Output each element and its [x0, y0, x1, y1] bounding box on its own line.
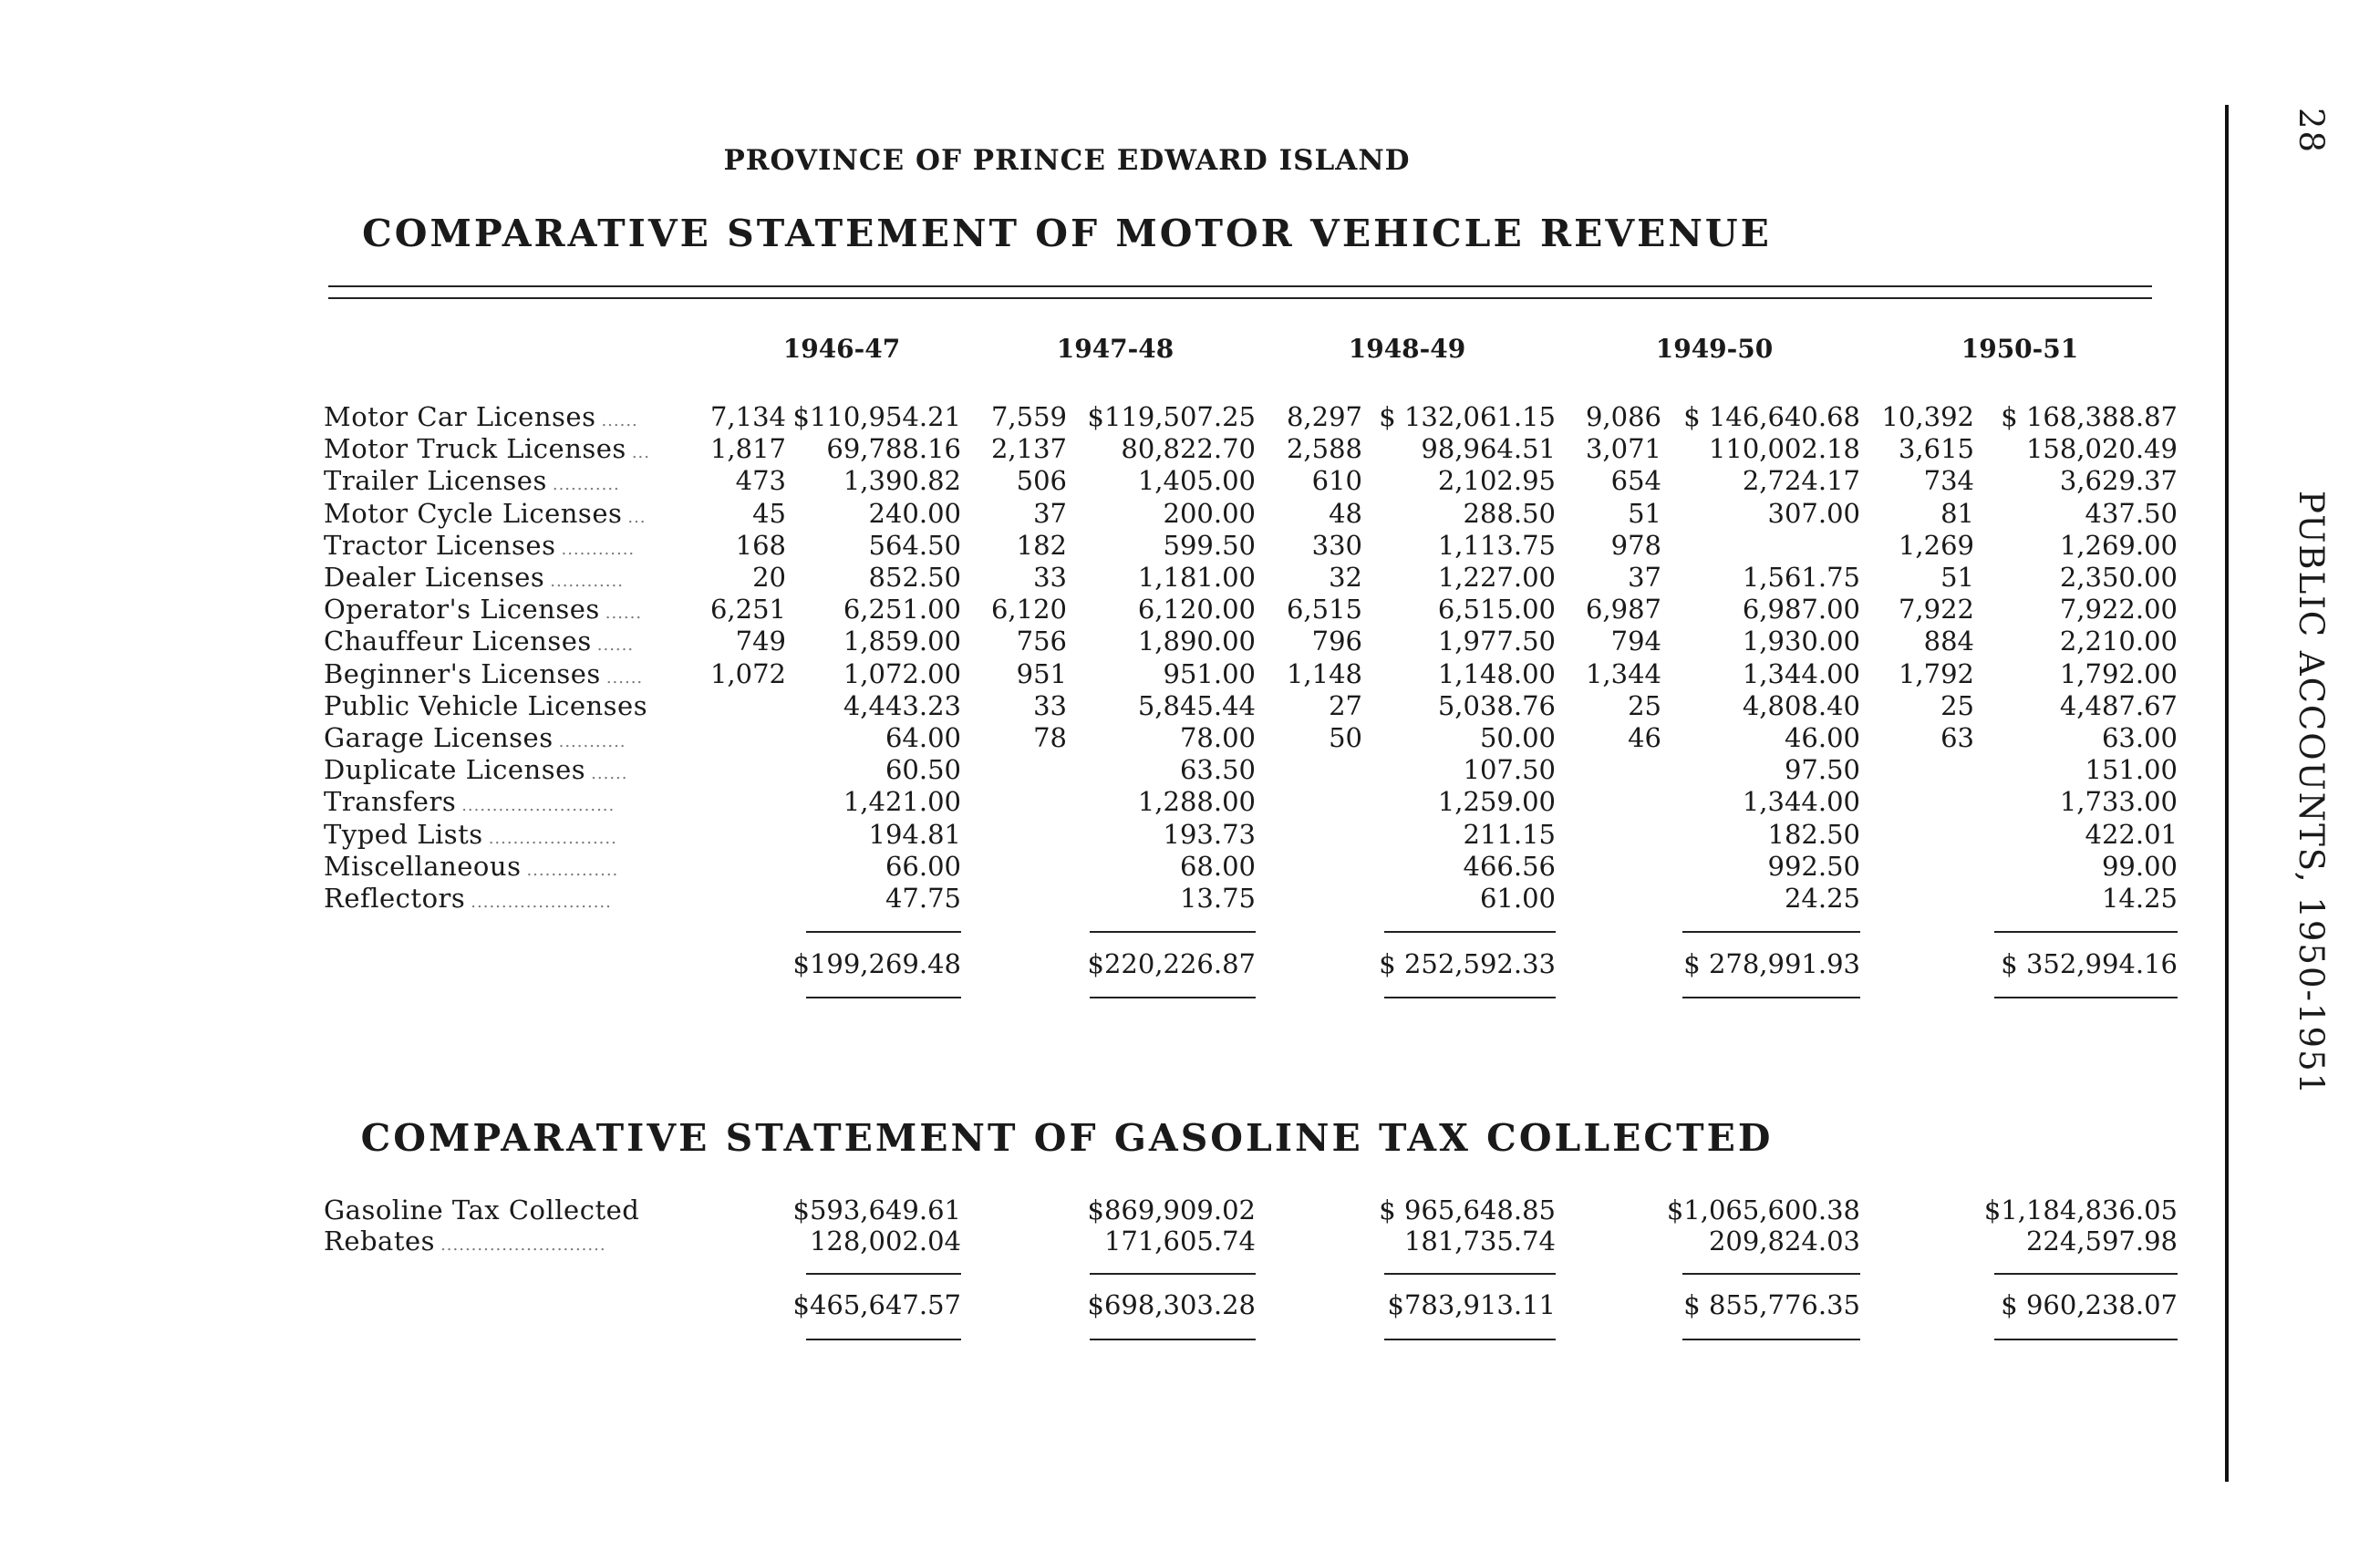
fiscal-year-heading: 1949-50	[1655, 334, 1774, 364]
license-count: 330	[1311, 529, 1362, 561]
revenue-amount: 1,288.00	[1137, 786, 1256, 818]
table-row	[0, 722, 2189, 753]
license-count: 6,251	[709, 594, 786, 626]
license-count: 7,134	[709, 401, 786, 432]
table-row	[0, 465, 2189, 496]
license-count: 6,120	[990, 594, 1067, 626]
total-rule	[1994, 997, 2178, 998]
revenue-amount: 564.50	[868, 529, 961, 561]
revenue-amount: 78.00	[1179, 722, 1256, 753]
license-count: 756	[1016, 626, 1067, 657]
row-label	[324, 594, 679, 629]
row-label	[324, 722, 679, 758]
license-count: 33	[1033, 689, 1067, 721]
revenue-amount: 1,269.00	[2059, 529, 2178, 561]
revenue-amount: 6,515.00	[1437, 594, 1556, 626]
license-count: 27	[1329, 689, 1362, 721]
table-row	[0, 594, 2189, 625]
leader-dots: ...........	[558, 732, 626, 751]
revenue-amount: 1,259.00	[1437, 786, 1556, 818]
fiscal-year-heading: 1947-48	[1056, 334, 1174, 364]
revenue-amount: 7,922.00	[2059, 594, 2178, 626]
license-count: 20	[752, 562, 786, 593]
gasoline-tax-title: COMPARATIVE STATEMENT OF GASOLINE TAX COLLECTED	[360, 1116, 1774, 1160]
revenue-amount: $ 132,061.15	[1379, 401, 1556, 432]
row-label	[324, 433, 679, 469]
leader-dots: ............	[561, 539, 636, 559]
revenue-amount: 46.00	[1784, 722, 1860, 753]
revenue-amount: $110,954.21	[792, 401, 961, 432]
subtotal-rule	[1384, 931, 1556, 933]
total-rule	[806, 997, 961, 998]
total-rule	[1682, 997, 1860, 998]
row-label	[324, 498, 679, 533]
total-amount: $ 252,592.33	[1379, 948, 1556, 979]
row-label	[324, 658, 679, 694]
license-count: 63	[1940, 722, 1974, 753]
running-header	[2276, 108, 2331, 1111]
total-rule	[1090, 997, 1256, 998]
revenue-amount: 4,487.67	[2059, 689, 2178, 721]
total-amount: $ 352,994.16	[2001, 948, 2178, 979]
running-title: PUBLIC ACCOUNTS, 1950-1951	[2292, 491, 2331, 1097]
revenue-amount: 193.73	[1163, 818, 1256, 850]
row-label	[324, 1226, 679, 1261]
total-amount: $ 960,238.07	[2001, 1289, 2178, 1320]
total-rule	[806, 1339, 961, 1340]
license-count: 951	[1016, 657, 1067, 689]
revenue-amount: 422.01	[2085, 818, 2178, 850]
revenue-amount: 200.00	[1163, 497, 1256, 529]
revenue-amount: 110,002.18	[1708, 433, 1860, 465]
subtotal-rule	[806, 1273, 961, 1275]
license-count: 1,817	[709, 433, 786, 465]
license-count: 1,792	[1898, 657, 1974, 689]
row-label-text: Miscellaneous	[324, 850, 522, 882]
tax-amount: 128,002.04	[809, 1226, 961, 1257]
revenue-amount: 50.00	[1479, 722, 1556, 753]
leader-dots: ...........	[552, 475, 620, 495]
total-rule	[1384, 1339, 1556, 1340]
table-row	[0, 786, 2189, 817]
leader-dots: ...	[627, 507, 647, 527]
revenue-amount: 1,405.00	[1137, 465, 1256, 497]
revenue-amount: $ 146,640.68	[1683, 401, 1860, 432]
revenue-amount: 211.15	[1463, 818, 1556, 850]
tax-amount: $1,184,836.05	[1983, 1195, 2178, 1226]
leader-dots: ......	[605, 604, 643, 624]
revenue-amount: 24.25	[1784, 883, 1860, 914]
fiscal-year-heading: 1948-49	[1348, 334, 1466, 364]
revenue-amount: 1,930.00	[1742, 626, 1860, 657]
total-amount: $465,647.57	[792, 1289, 961, 1320]
table-row	[0, 658, 2189, 689]
total-amount: $220,226.87	[1087, 948, 1256, 979]
subtotal-rule	[1994, 931, 2178, 933]
license-count: 2,588	[1286, 433, 1362, 465]
revenue-amount: 99.00	[2101, 850, 2178, 882]
row-label-text: Tractor Licenses	[324, 529, 556, 561]
leader-dots: .........................	[461, 796, 616, 816]
revenue-amount: 98,964.51	[1421, 433, 1556, 465]
row-label-text: Transfers	[324, 786, 457, 818]
revenue-amount: 1,113.75	[1437, 529, 1556, 561]
license-count: 1,072	[709, 657, 786, 689]
row-label-text: Typed Lists	[324, 818, 483, 850]
revenue-amount: 2,724.17	[1742, 465, 1860, 497]
license-count: 749	[735, 626, 786, 657]
row-label-text: Garage Licenses	[324, 722, 554, 753]
leader-dots: .......................	[471, 893, 612, 912]
leader-dots: ...	[631, 443, 650, 463]
revenue-amount: 64.00	[885, 722, 961, 753]
total-rule	[1994, 1339, 2178, 1340]
subtotal-rule	[1384, 1273, 1556, 1275]
revenue-amount: 158,020.49	[2025, 433, 2178, 465]
license-count: 1,269	[1898, 529, 1974, 561]
leader-dots: .....................	[488, 828, 617, 848]
license-count: 78	[1033, 722, 1067, 753]
revenue-amount: 151.00	[2085, 754, 2178, 786]
total-amount: $783,913.11	[1387, 1289, 1556, 1320]
license-count: 506	[1016, 465, 1067, 497]
revenue-amount: 6,251.00	[843, 594, 961, 626]
table-row	[0, 1226, 2189, 1257]
revenue-amount: 1,390.82	[843, 465, 961, 497]
revenue-amount: 1,977.50	[1437, 626, 1556, 657]
subtotal-rule	[806, 931, 961, 933]
revenue-amount: $119,507.25	[1087, 401, 1256, 432]
revenue-amount: 107.50	[1463, 754, 1556, 786]
header-rule-bottom	[328, 297, 2152, 299]
row-label	[324, 530, 679, 565]
margin-rule	[2225, 105, 2229, 1482]
revenue-amount: 61.00	[1479, 883, 1556, 914]
row-label	[324, 883, 679, 918]
license-count: 7,922	[1898, 594, 1974, 626]
license-count: 3,615	[1898, 433, 1974, 465]
table-row	[0, 498, 2189, 529]
revenue-amount: 2,210.00	[2059, 626, 2178, 657]
row-label-text: Rebates	[324, 1226, 436, 1257]
subtotal-rule	[1682, 1273, 1860, 1275]
revenue-amount: 3,629.37	[2059, 465, 2178, 497]
table-row	[0, 883, 2189, 914]
subtotal-rule	[1090, 931, 1256, 933]
row-label	[324, 465, 679, 501]
revenue-amount: 1,792.00	[2059, 657, 2178, 689]
revenue-amount: 68.00	[1179, 850, 1256, 882]
revenue-amount: 951.00	[1163, 657, 1256, 689]
revenue-amount: 2,102.95	[1437, 465, 1556, 497]
revenue-amount: 1,890.00	[1137, 626, 1256, 657]
table-row	[0, 819, 2189, 850]
license-count: 45	[752, 497, 786, 529]
row-label-text: Dealer Licenses	[324, 562, 545, 593]
revenue-amount: 6,120.00	[1137, 594, 1256, 626]
row-label-text: Operator's Licenses	[324, 594, 600, 626]
revenue-amount: 437.50	[2085, 497, 2178, 529]
revenue-amount: 6,987.00	[1742, 594, 1860, 626]
revenue-amount: 1,561.75	[1742, 562, 1860, 593]
row-label-text: Gasoline Tax Collected	[324, 1195, 640, 1226]
row-label-text: Motor Cycle Licenses	[324, 497, 623, 529]
revenue-amount: 307.00	[1767, 497, 1860, 529]
license-count: 182	[1016, 529, 1067, 561]
revenue-amount: 1,859.00	[843, 626, 961, 657]
revenue-amount: 1,421.00	[843, 786, 961, 818]
tax-amount: 209,824.03	[1708, 1226, 1860, 1257]
row-label-text: Motor Truck Licenses	[324, 433, 626, 465]
license-count: 48	[1329, 497, 1362, 529]
license-count: 51	[1628, 497, 1661, 529]
row-label-text: Trailer Licenses	[324, 465, 547, 497]
row-label-text: Chauffeur Licenses	[324, 626, 592, 657]
license-count: 25	[1628, 689, 1661, 721]
license-count: 37	[1033, 497, 1067, 529]
province-heading: PROVINCE OF PRINCE EDWARD ISLAND	[723, 144, 1411, 177]
header-rule-top	[328, 285, 2152, 287]
license-count: 33	[1033, 562, 1067, 593]
tax-amount: 181,735.74	[1403, 1226, 1556, 1257]
subtotal-rule	[1682, 931, 1860, 933]
revenue-amount: 5,845.44	[1137, 689, 1256, 721]
license-count: 796	[1311, 626, 1362, 657]
revenue-amount: 240.00	[868, 497, 961, 529]
table-row	[0, 851, 2189, 882]
revenue-amount: $ 168,388.87	[2001, 401, 2178, 432]
license-count: 37	[1628, 562, 1661, 593]
leader-dots: ......	[591, 764, 628, 784]
row-label-text: Beginner's Licenses	[324, 657, 601, 689]
leader-dots: ......	[605, 667, 644, 688]
revenue-amount: 1,344.00	[1742, 786, 1860, 818]
license-count: 10,392	[1881, 401, 1974, 432]
row-label	[324, 851, 679, 886]
license-count: 25	[1940, 689, 1974, 721]
fiscal-year-heading: 1950-51	[1961, 334, 2079, 364]
license-count: 51	[1940, 562, 1974, 593]
row-label	[324, 819, 679, 854]
total-amount: $199,269.48	[792, 948, 961, 979]
tax-amount: $869,909.02	[1087, 1195, 1256, 1226]
revenue-amount: 194.81	[868, 818, 961, 850]
revenue-amount: 63.50	[1179, 754, 1256, 786]
license-count: 1,148	[1286, 657, 1362, 689]
total-amount: $698,303.28	[1087, 1289, 1256, 1320]
row-label-text: Duplicate Licenses	[324, 754, 586, 786]
revenue-amount: 14.25	[2101, 883, 2178, 914]
revenue-amount: 466.56	[1463, 850, 1556, 882]
revenue-amount: 288.50	[1463, 497, 1556, 529]
revenue-amount: 47.75	[885, 883, 961, 914]
tax-amount: 224,597.98	[2025, 1226, 2178, 1257]
row-label	[324, 562, 679, 597]
fiscal-year-heading: 1946-47	[782, 334, 901, 364]
license-count: 794	[1610, 626, 1661, 657]
license-count: 9,086	[1585, 401, 1661, 432]
license-count: 610	[1311, 465, 1362, 497]
license-count: 734	[1923, 465, 1974, 497]
revenue-amount: 1,072.00	[843, 657, 961, 689]
total-rule	[1384, 997, 1556, 998]
revenue-amount: 63.00	[2101, 722, 2178, 753]
license-count: 6,987	[1585, 594, 1661, 626]
license-count: 7,559	[990, 401, 1067, 432]
table-row	[0, 530, 2189, 561]
license-count: 8,297	[1286, 401, 1362, 432]
table-row	[0, 626, 2189, 657]
revenue-amount: 599.50	[1163, 529, 1256, 561]
license-count: 1,344	[1585, 657, 1661, 689]
revenue-amount: 66.00	[885, 850, 961, 882]
table-row	[0, 754, 2189, 785]
row-label-text: Public Vehicle Licenses	[324, 689, 648, 721]
revenue-amount: 13.75	[1179, 883, 1256, 914]
license-count: 978	[1610, 529, 1661, 561]
license-count: 654	[1610, 465, 1661, 497]
subtotal-rule	[1994, 1273, 2178, 1275]
tax-amount: $1,065,600.38	[1666, 1195, 1860, 1226]
license-count: 81	[1940, 497, 1974, 529]
table-row	[0, 690, 2189, 721]
table-row	[0, 401, 2189, 432]
table-row	[0, 1195, 2189, 1226]
license-count: 32	[1329, 562, 1362, 593]
page-number: 28	[2292, 108, 2331, 155]
leader-dots: ...............	[526, 860, 619, 880]
subtotal-rule	[1090, 1273, 1256, 1275]
revenue-amount: 60.50	[885, 754, 961, 786]
revenue-amount: 1,733.00	[2059, 786, 2178, 818]
revenue-amount: 1,148.00	[1437, 657, 1556, 689]
table-row	[0, 433, 2189, 464]
revenue-amount: 97.50	[1784, 754, 1860, 786]
revenue-amount: 2,350.00	[2059, 562, 2178, 593]
revenue-amount: 4,443.23	[843, 689, 961, 721]
motor-vehicle-revenue-title: COMPARATIVE STATEMENT OF MOTOR VEHICLE REVENUE	[362, 212, 1772, 255]
total-rule	[1682, 1339, 1860, 1340]
license-count: 50	[1329, 722, 1362, 753]
license-count: 6,515	[1286, 594, 1362, 626]
leader-dots: ......	[601, 411, 638, 430]
row-label-text: Reflectors	[324, 883, 466, 914]
revenue-amount: 1,181.00	[1137, 562, 1256, 593]
row-label	[324, 754, 679, 790]
license-count: 884	[1923, 626, 1974, 657]
license-count: 2,137	[990, 433, 1067, 465]
row-label	[324, 690, 679, 726]
revenue-amount: 992.50	[1767, 850, 1860, 882]
revenue-amount: 4,808.40	[1742, 689, 1860, 721]
tax-amount: 171,605.74	[1103, 1226, 1256, 1257]
row-label-text: Motor Car Licenses	[324, 401, 596, 432]
row-label	[324, 786, 679, 822]
revenue-amount: 5,038.76	[1437, 689, 1556, 721]
license-count: 3,071	[1585, 433, 1661, 465]
revenue-amount: 69,788.16	[826, 433, 961, 465]
leader-dots: ............	[550, 572, 624, 591]
tax-amount: $593,649.61	[792, 1195, 961, 1226]
table-row	[0, 562, 2189, 593]
revenue-amount: 80,822.70	[1121, 433, 1256, 465]
row-label	[324, 401, 679, 437]
row-label	[324, 626, 679, 661]
total-amount: $ 855,776.35	[1683, 1289, 1860, 1320]
license-count: 46	[1628, 722, 1661, 753]
license-count: 473	[735, 465, 786, 497]
total-rule	[1090, 1339, 1256, 1340]
revenue-amount: 1,344.00	[1742, 657, 1860, 689]
license-count: 168	[735, 529, 786, 561]
leader-dots: ......	[596, 636, 635, 656]
tax-amount: $ 965,648.85	[1379, 1195, 1556, 1226]
revenue-amount: 852.50	[868, 562, 961, 593]
revenue-amount: 182.50	[1767, 818, 1860, 850]
leader-dots: ...........................	[440, 1236, 606, 1255]
revenue-amount: 1,227.00	[1437, 562, 1556, 593]
total-amount: $ 278,991.93	[1683, 948, 1860, 979]
